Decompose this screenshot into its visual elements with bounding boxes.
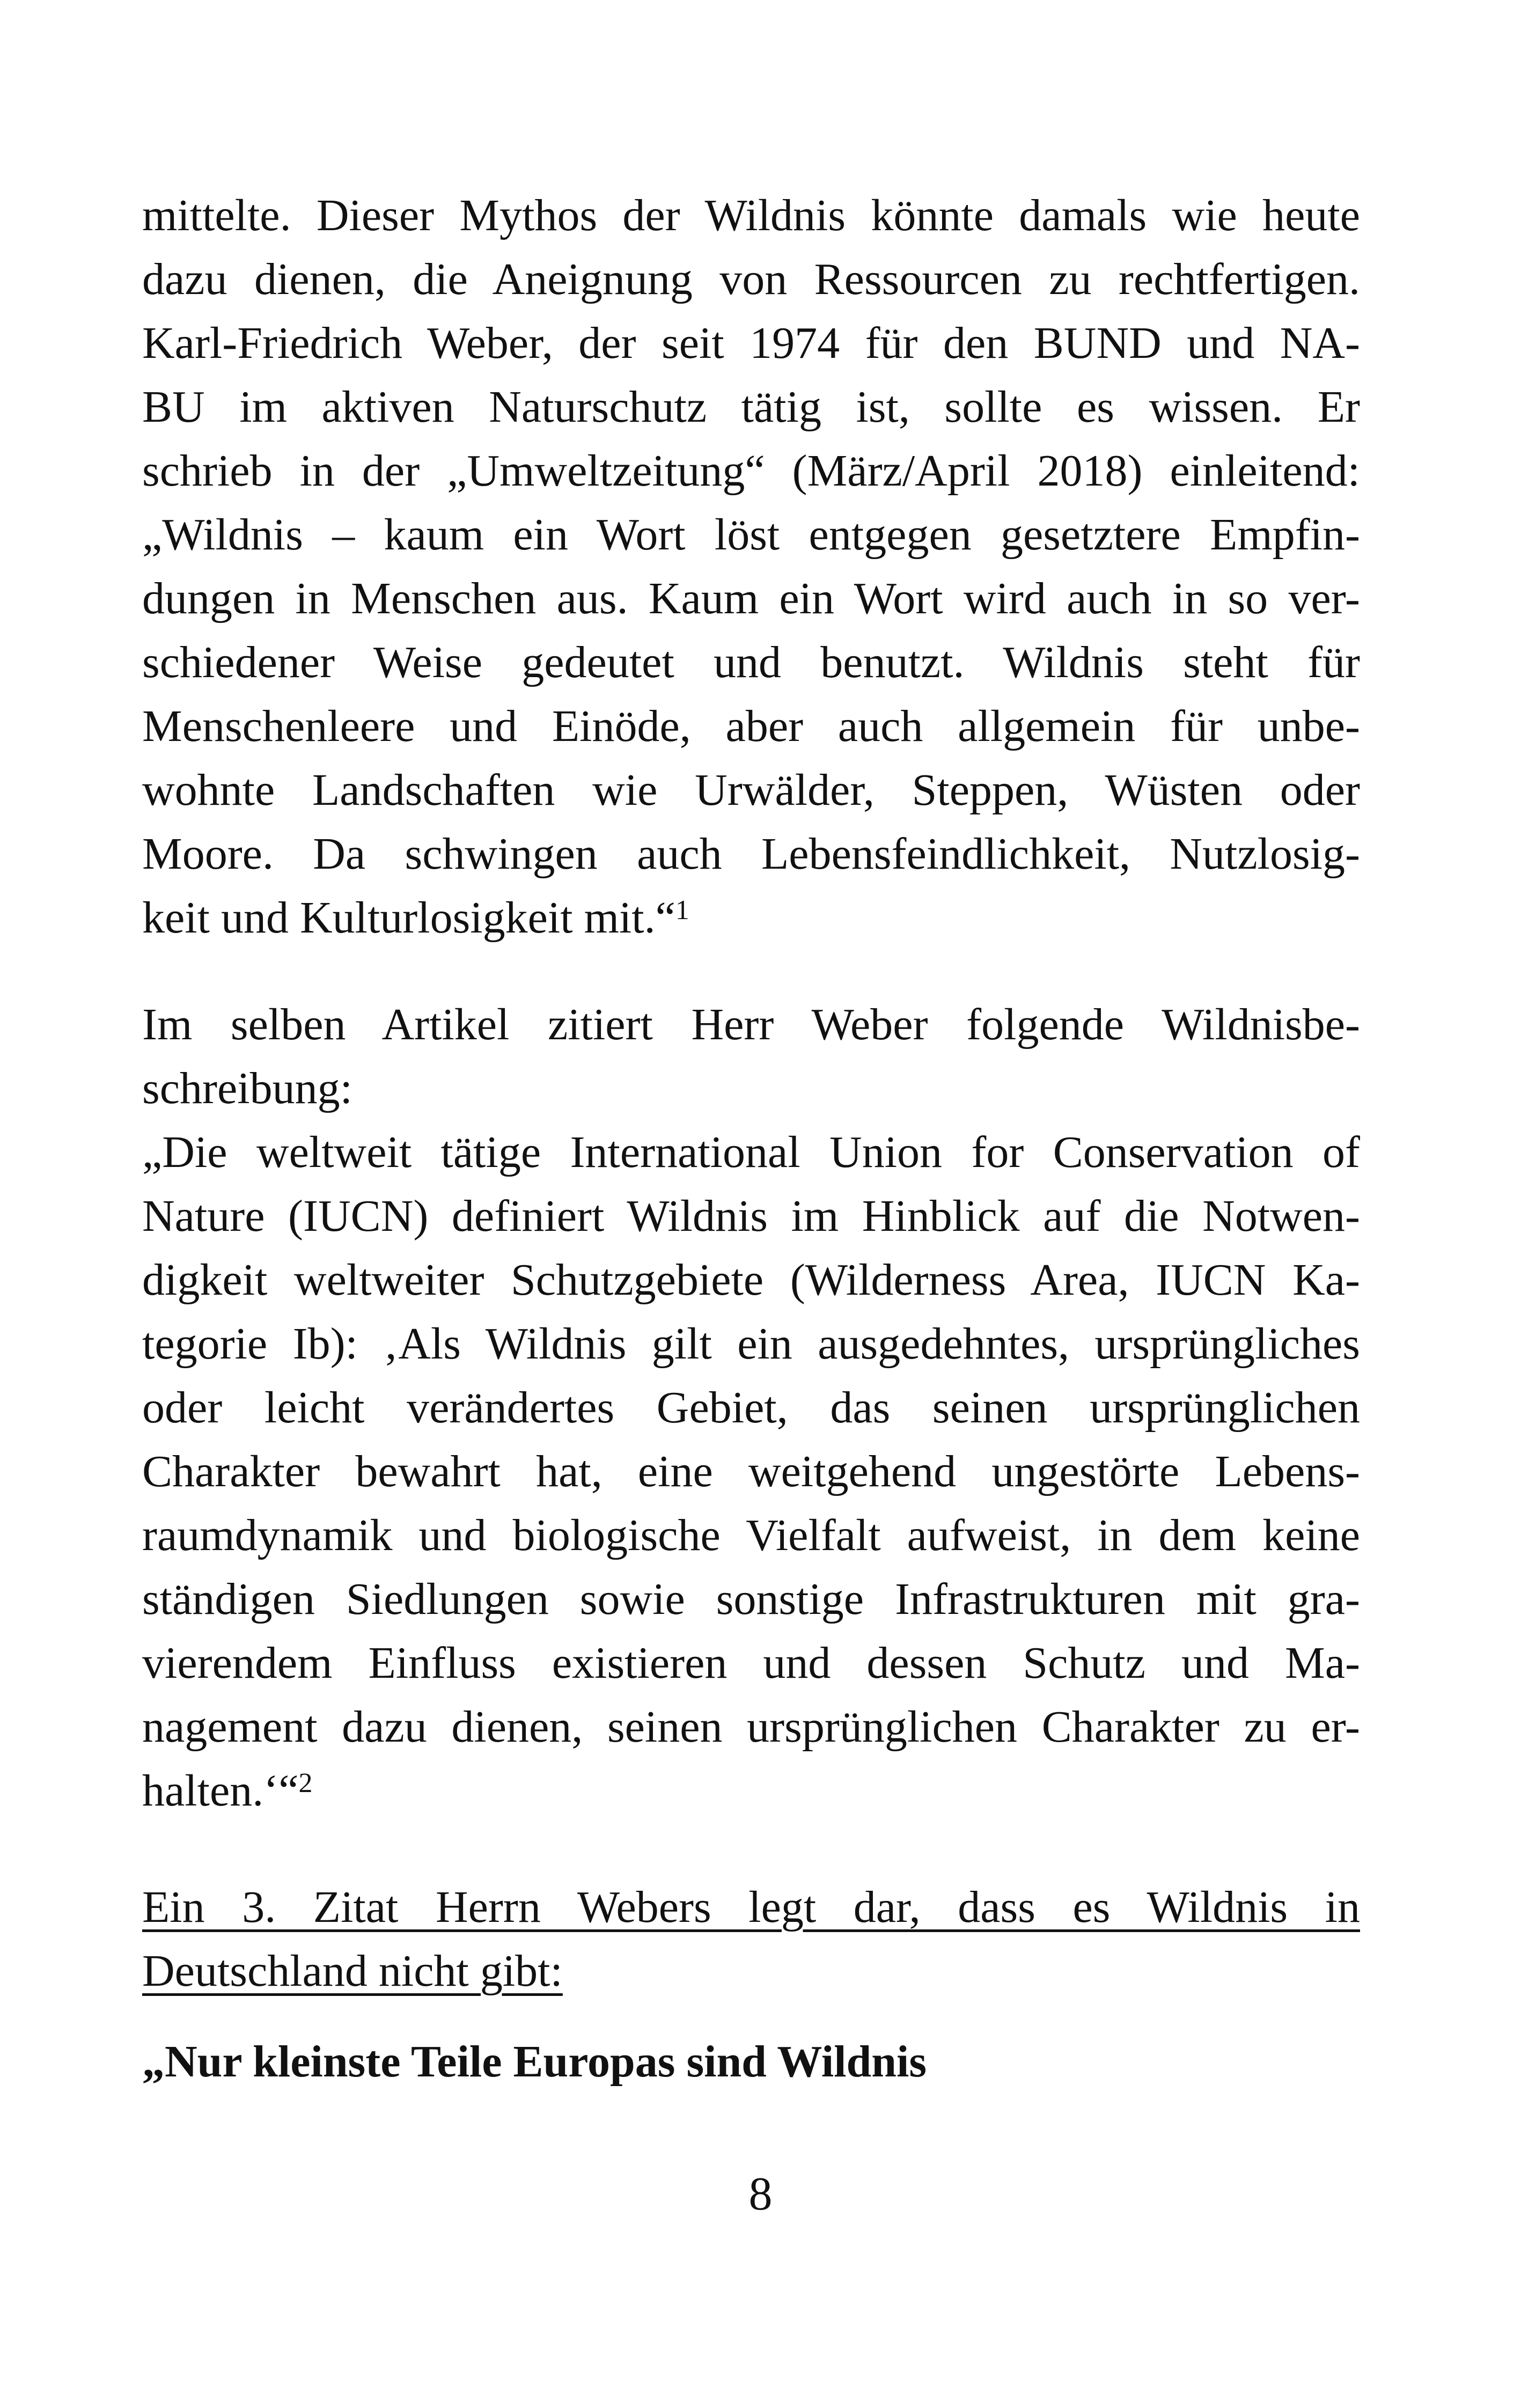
- text-line: [142, 1939, 1360, 2003]
- underlined-text: Deutschland nicht gibt:: [142, 1946, 563, 1996]
- text-line: Im selben Artikel zitiert Herr Weber folgende Wildnisbe-: [142, 1000, 1360, 1049]
- text-line: [142, 1875, 1360, 1939]
- text-line: raumdynamik und biologische Vielfalt aufweist, in dem keine: [142, 1510, 1360, 1560]
- text-line: mittelte. Dieser Mythos der Wildnis könnte damals wie heute: [142, 190, 1360, 240]
- paragraph-2: [142, 993, 1360, 1823]
- text-line: „Die weltweit tätige International Union for Conservation of: [142, 1127, 1360, 1177]
- text-line: dazu dienen, die Aneignung von Ressourcen zu rechtfertigen.: [142, 254, 1360, 304]
- text-line: „Wildnis – kaum ein Wort löst entgegen gesetztere Empfin-: [142, 510, 1360, 560]
- bold-heading: „Nur kleinste Teile Europas sind Wildnis: [142, 2037, 927, 2087]
- text-line: digkeit weltweiter Schutzgebiete (Wilderness Area, IUCN Ka-: [142, 1255, 1360, 1305]
- underlined-text: Ein 3. Zitat Herrn Webers legt dar, dass es Wildnis in: [142, 1882, 1360, 1932]
- text-line: Charakter bewahrt hat, eine weitgehend ungestörte Lebens-: [142, 1447, 1360, 1496]
- text-line: schiedener Weise gedeutet und benutzt. Wildnis steht für: [142, 637, 1360, 687]
- text-line: oder leicht verändertes Gebiet, das seinen ursprünglichen: [142, 1383, 1360, 1433]
- text-line: Moore. Da schwingen auch Lebensfeindlichkeit, Nutzlosig-: [142, 829, 1360, 879]
- page-number: 8: [748, 2168, 773, 2220]
- text-line: schreibung:: [142, 1063, 352, 1113]
- text-line: tegorie Ib): ‚Als Wildnis gilt ein ausgedehntes, ursprüngliches: [142, 1319, 1360, 1369]
- text-line: schrieb in der „Umweltzeitung“ (März/April 2018) einleitend:: [142, 446, 1360, 496]
- text-line: BU im aktiven Naturschutz tätig ist, sollte es wissen. Er: [142, 382, 1360, 432]
- text-line: Menschenleere und Einöde, aber auch allgemein für unbe-: [142, 701, 1360, 751]
- footnote-ref-2[interactable]: 2: [298, 1768, 313, 1798]
- text-line-content: keit und Kulturlosigkeit mit.“: [142, 893, 675, 943]
- text-line-last: [142, 886, 1360, 950]
- text-line-last: [142, 1759, 1360, 1823]
- text-line: Nature (IUCN) definiert Wildnis im Hinblick auf die Notwen-: [142, 1191, 1360, 1241]
- bold-heading-block: [142, 2030, 1360, 2094]
- text-line: nagement dazu dienen, seinen ursprünglichen Charakter zu er-: [142, 1702, 1360, 1752]
- text-line: wohnte Landschaften wie Urwälder, Steppen, Wüsten oder: [142, 765, 1360, 815]
- paragraph-3-underlined: [142, 1875, 1360, 2003]
- paragraph-1: [142, 183, 1360, 950]
- text-line: vierendem Einfluss existieren und dessen Schutz und Ma-: [142, 1638, 1360, 1688]
- text-line: dungen in Menschen aus. Kaum ein Wort wird auch in so ver-: [142, 574, 1360, 623]
- footnote-ref-1[interactable]: 1: [675, 895, 689, 926]
- text-line: ständigen Siedlungen sowie sonstige Infrastrukturen mit gra-: [142, 1574, 1360, 1624]
- text-line-content: halten.‘“: [142, 1766, 299, 1816]
- text-line: Karl-Friedrich Weber, der seit 1974 für den BUND und NA-: [142, 318, 1360, 368]
